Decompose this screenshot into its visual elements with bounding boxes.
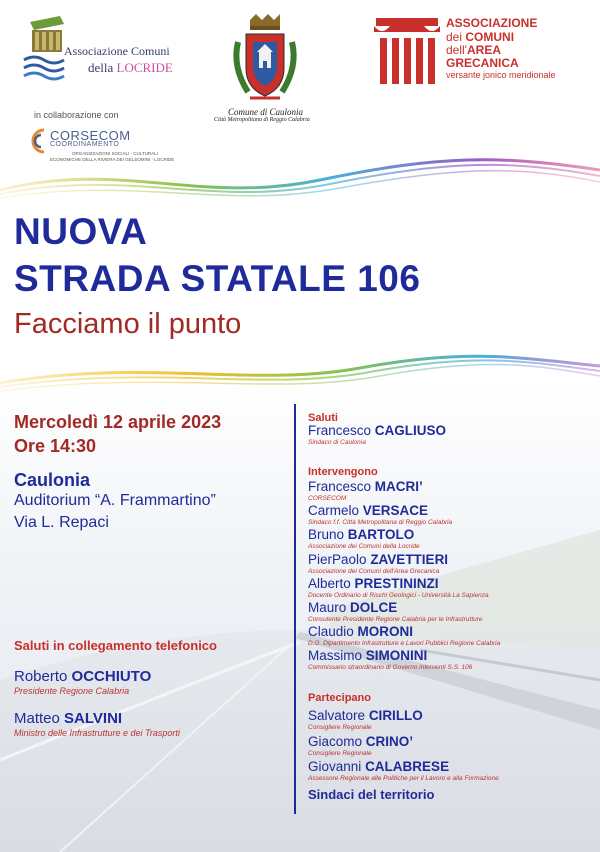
speaker-name: [308, 527, 414, 542]
speaker-role: Ministro delle Infrastrutture e dei Trasporti: [14, 728, 180, 738]
speaker-first-name: PierPaolo: [308, 552, 367, 567]
speaker-role: D.G. Dipartimento Infrastrutture e Lavori Pubblici Regione Calabria: [308, 640, 501, 647]
speaker-last-name: MACRI’: [374, 479, 423, 494]
speaker-role: Docente Ordinario di Rischi Geologici - Università La Sapienza: [308, 592, 489, 599]
locride-name: Associazione Comuni: [64, 44, 170, 58]
event-venue: Auditorium “A. Frammartino”: [14, 492, 216, 509]
agr-area: AREA: [466, 43, 501, 57]
speaker-last-name: SALVINI: [64, 710, 123, 727]
caulonia-crest: [228, 12, 302, 106]
corsecom-name: CORSECOM: [50, 128, 131, 143]
closing-line: Sindaci del territorio: [308, 787, 435, 802]
corsecom-org-line2: ECONOMICHE DELLA RIVIERA DEI GELSOMINI - LOCRIDE: [50, 156, 175, 162]
speaker-name: [308, 708, 423, 723]
speaker-name: [308, 600, 397, 615]
speaker-role: Associazione dei Comuni della Locride: [308, 543, 420, 550]
title-line2: STRADA STATALE 106: [14, 258, 421, 299]
speaker-name: [308, 734, 413, 749]
event-date: Mercoledì 12 aprile 2023: [14, 412, 222, 432]
locride-highlight: LOCRIDE: [116, 60, 173, 75]
area-grecanica-logo: [372, 16, 442, 84]
speaker-role: Sindaco di Caulonia: [308, 439, 366, 446]
speaker-first-name: Giovanni: [308, 759, 362, 774]
speaker-role: Consigliere Regionale: [308, 724, 372, 731]
speaker-last-name: SIMONINI: [365, 648, 428, 663]
corsecom-org-line1: ORGANIZZAZIONI SOCIALI - CULTURALI: [72, 151, 158, 156]
speaker-first-name: Francesco: [308, 479, 372, 494]
locride-prefix: della: [88, 60, 114, 75]
area-grecanica-line3: [446, 43, 501, 57]
speaker-first-name: Bruno: [308, 527, 345, 542]
speaker-role: Presidente Regione Calabria: [14, 686, 130, 696]
speaker-last-name: CAGLIUSO: [374, 423, 447, 438]
title-line1: NUOVA: [14, 211, 148, 252]
speaker-role: CORSECOM: [308, 495, 347, 502]
speaker-first-name: Claudio: [308, 624, 354, 639]
event-time: Ore 14:30: [14, 436, 97, 456]
speaker-name: [308, 479, 423, 494]
speaker-first-name: Salvatore: [308, 708, 366, 723]
speaker-first-name: Carmelo: [308, 503, 360, 518]
intervengono-heading: Intervengono: [308, 466, 378, 478]
speaker-name: [308, 624, 413, 639]
telephone-heading: Saluti in collegamento telefonico: [14, 638, 217, 653]
speaker-last-name: PRESTININZI: [354, 576, 439, 591]
wave-decoration-top: [0, 150, 600, 210]
speaker-name: [308, 759, 449, 774]
area-grecanica-line1: ASSOCIAZIONE: [446, 16, 538, 30]
speaker-role: Consigliere Regionale: [308, 750, 372, 757]
speaker-name: [308, 503, 428, 518]
speaker-role: Assessore Regionale alle Politiche per il Lavoro e alla Formazione: [308, 775, 499, 782]
speaker-last-name: BARTOLO: [347, 527, 415, 542]
speaker-first-name: Mauro: [308, 600, 347, 615]
corsecom-subtitle: COORDINAMENTO: [50, 141, 120, 148]
speaker-role: Associazione dei Comuni dell'Area Grecanica: [308, 568, 440, 575]
speaker-role: Commissario straordinario di Governo interventi S.S. 106: [308, 664, 473, 671]
saluti-heading: Saluti: [308, 412, 338, 424]
event-street: Via L. Repaci: [14, 514, 109, 531]
area-grecanica-line5: versante jonico meridionale: [446, 70, 556, 80]
speaker-name: [14, 710, 122, 727]
wave-decoration-bottom: [0, 338, 600, 398]
speaker-first-name: Roberto: [14, 668, 68, 685]
speaker-last-name: CRINO’: [365, 734, 414, 749]
speaker-name: [14, 668, 151, 685]
speaker-first-name: Alberto: [308, 576, 351, 591]
comune-name: Comune di Caulonia: [228, 107, 304, 117]
partecipano-heading: Partecipano: [308, 692, 371, 704]
speaker-first-name: Francesco: [308, 423, 372, 438]
speaker-name: [308, 576, 439, 591]
speaker-last-name: OCCHIUTO: [71, 668, 152, 685]
speaker-role: Consulente Presidente Regione Calabria per le Infrastrutture: [308, 616, 483, 623]
speaker-last-name: CIRILLO: [368, 708, 423, 723]
speaker-last-name: CALABRESE: [365, 759, 450, 774]
collaboration-label: in collaborazione con: [34, 110, 119, 120]
speaker-role: Sindaco f.f. Città Metropolitana di Reggio Calabria: [308, 519, 453, 526]
speaker-last-name: MORONI: [357, 624, 414, 639]
subtitle: Facciamo il punto: [14, 308, 242, 340]
locride-subname: [88, 60, 173, 76]
agr-dell: dell': [446, 43, 467, 57]
speaker-first-name: Massimo: [308, 648, 363, 663]
comune-subtitle: Città Metropolitana di Reggio Calabria: [214, 117, 310, 123]
column-divider: [294, 404, 296, 814]
speaker-name: [308, 648, 427, 663]
agr-dei: dei: [446, 30, 466, 44]
event-city: Caulonia: [14, 470, 91, 490]
area-grecanica-line2: [446, 30, 514, 44]
speaker-last-name: ZAVETTIERI: [370, 552, 449, 567]
speaker-name: [308, 423, 446, 438]
speaker-last-name: VERSACE: [362, 503, 429, 518]
speaker-name: [308, 552, 448, 567]
speaker-first-name: Giacomo: [308, 734, 363, 749]
area-grecanica-line4: GRECANICA: [446, 56, 519, 70]
agr-comuni: COMUNI: [465, 30, 515, 44]
speaker-last-name: DOLCE: [350, 600, 398, 615]
speaker-first-name: Matteo: [14, 710, 60, 727]
